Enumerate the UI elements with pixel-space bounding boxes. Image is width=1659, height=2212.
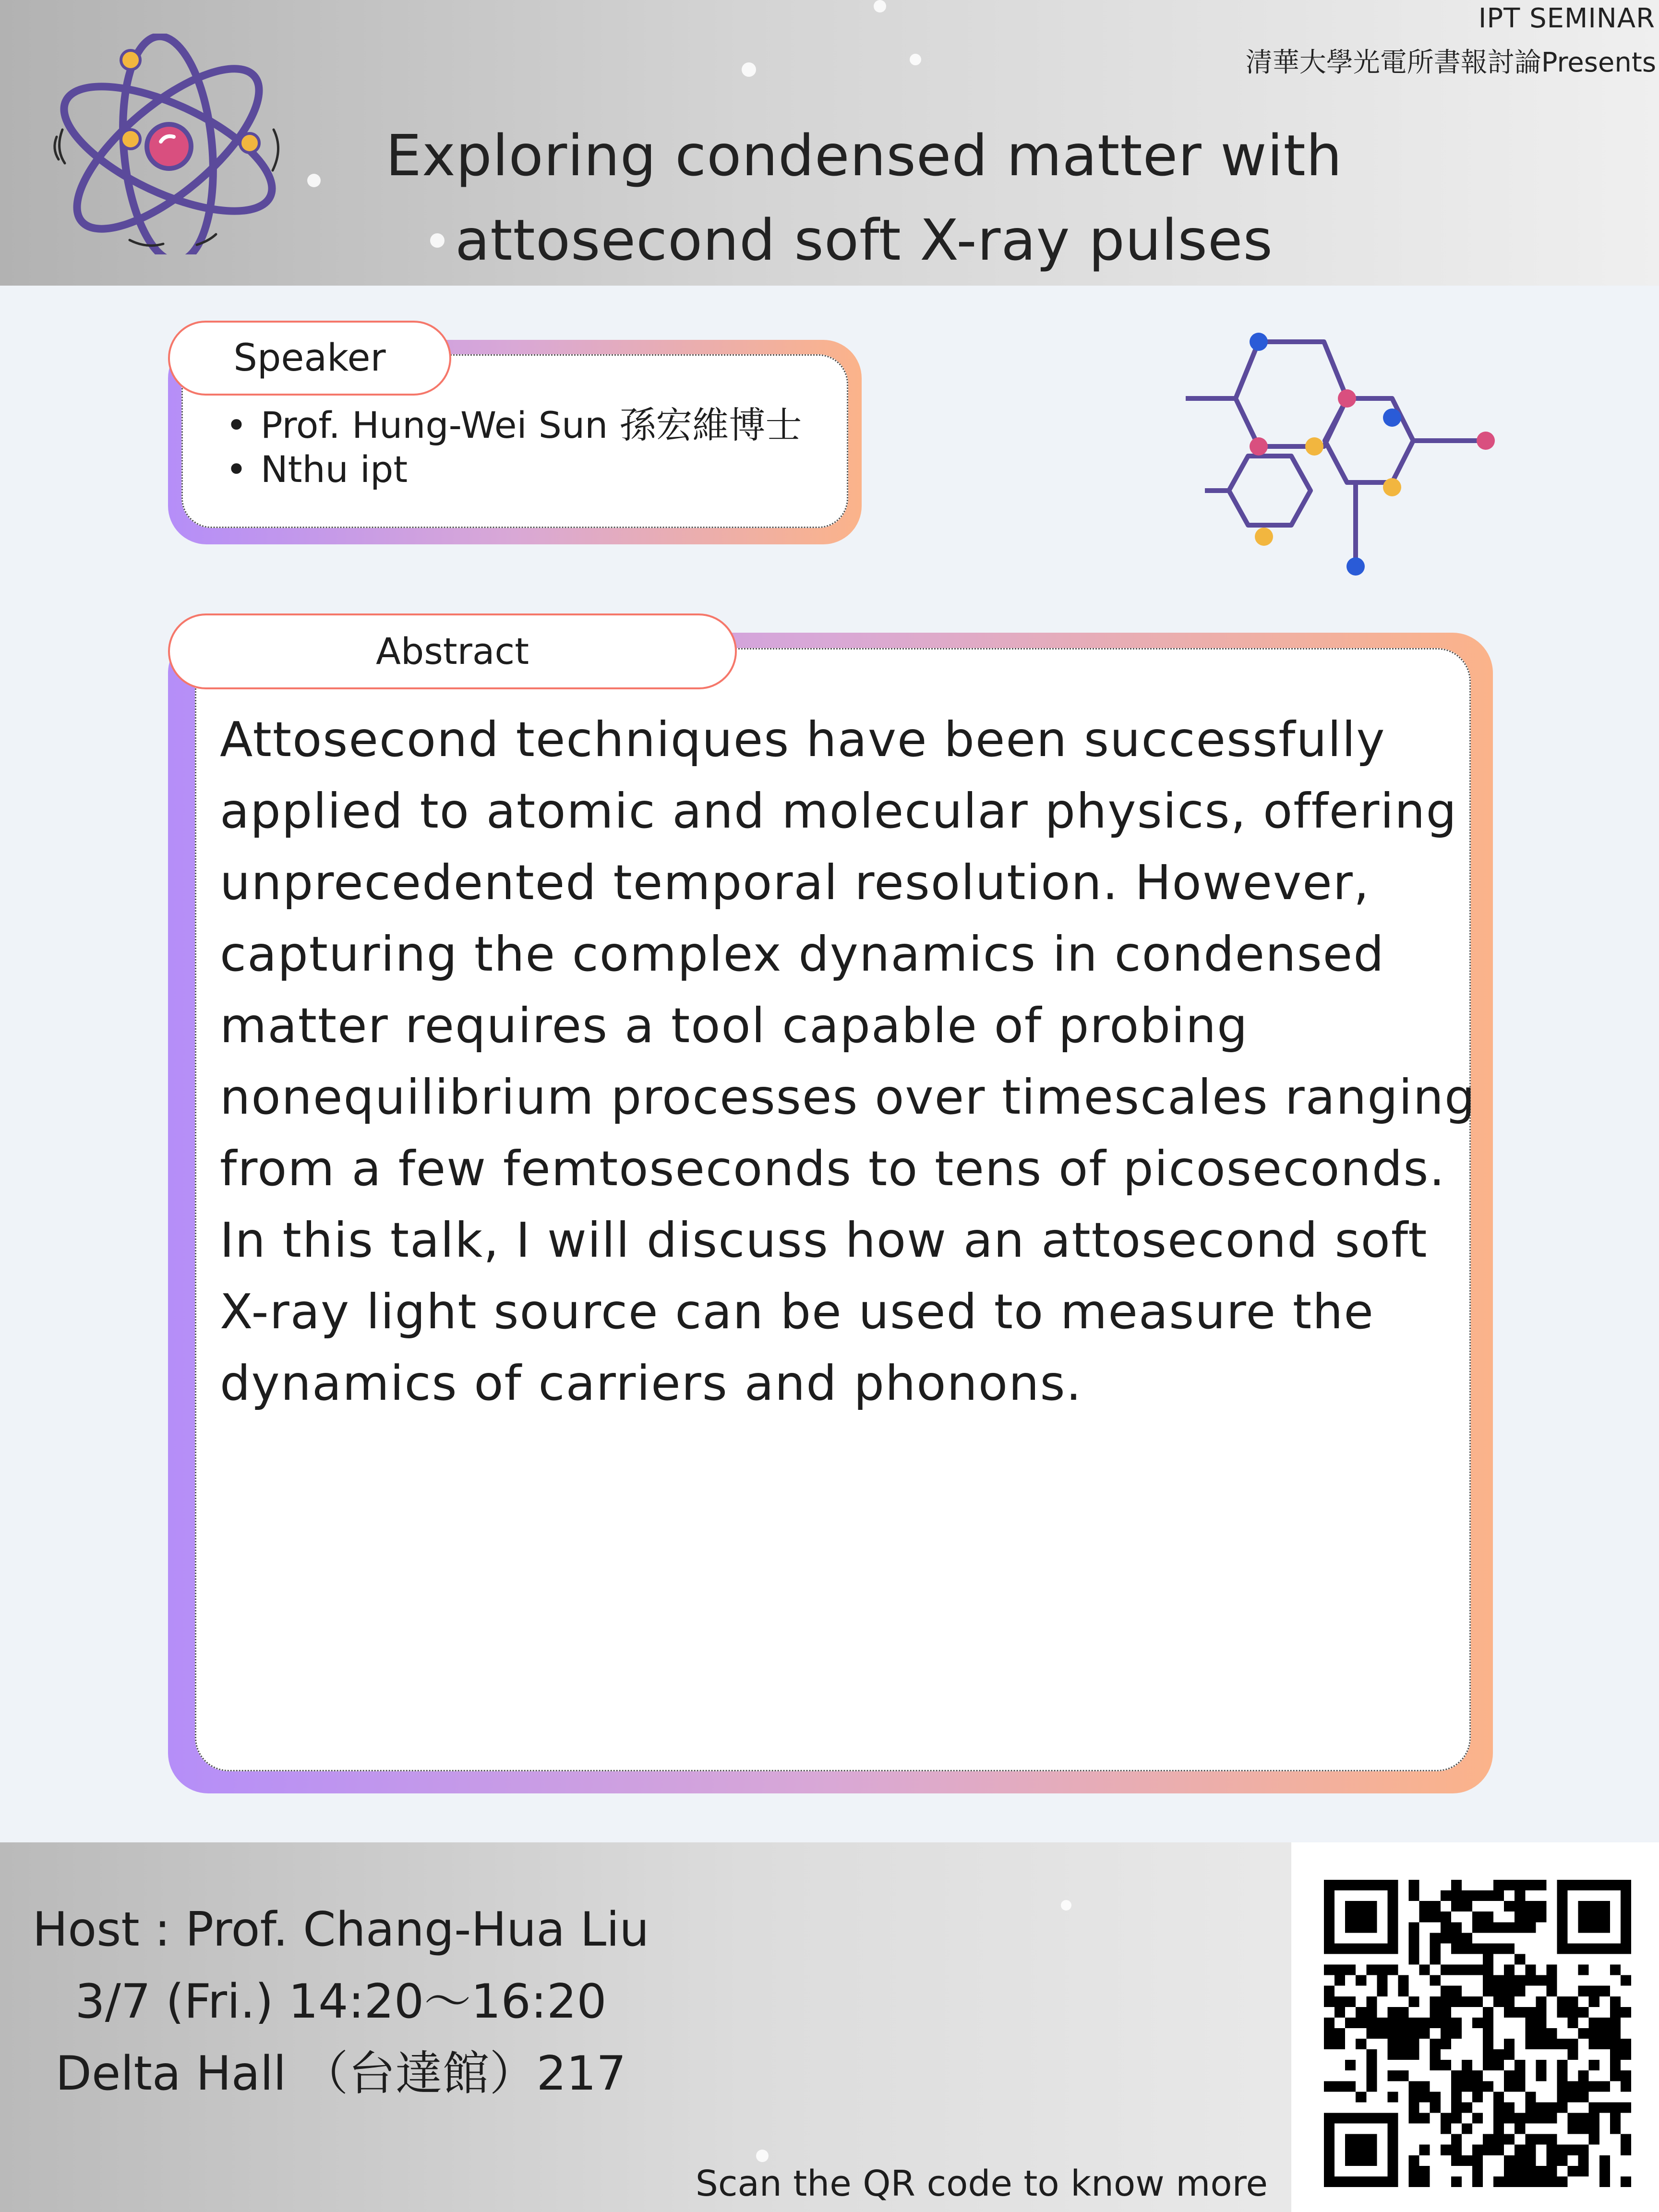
sparkle-decoration: [307, 174, 321, 187]
title-line: attosecond soft X-ray pulses: [455, 207, 1274, 273]
speaker-affiliation: • Nthu ipt: [226, 447, 802, 492]
abstract-line: unprecedented temporal resolution. However,: [220, 854, 1370, 911]
datetime-text: 3/7 (Fri.) 14:20～16:20: [75, 1974, 607, 2029]
venue-text: Delta Hall （台達館）217: [55, 2046, 626, 2101]
abstract-line: nonequilibrium processes over timescales ranging: [220, 1069, 1476, 1125]
abstract-line: from a few femtoseconds to tens of picoseconds.: [220, 1141, 1446, 1197]
sparkle-decoration: [756, 2150, 769, 2162]
sparkle-decoration: [1061, 1900, 1071, 1911]
abstract-line: X-ray light source can be used to measure the: [220, 1284, 1374, 1340]
seminar-label: IPT SEMINAR: [1478, 3, 1655, 34]
page-title: [384, 113, 1344, 282]
qr-code[interactable]: [1324, 1880, 1631, 2187]
qr-panel: [1291, 1842, 1659, 2212]
presents-label: 清華大學光電所書報討論Presents: [1245, 47, 1656, 78]
sparkle-decoration: [910, 54, 921, 65]
abstract-line: applied to atomic and molecular physics, offering: [220, 783, 1457, 839]
sparkle-decoration: [742, 62, 756, 77]
qr-caption: Scan the QR code to know more: [695, 2163, 1268, 2204]
host-text: Host : Prof. Chang-Hua Liu: [32, 1902, 649, 1957]
sparkle-decoration: [874, 0, 886, 12]
abstract-line: dynamics of carriers and phonons.: [220, 1355, 1082, 1411]
abstract-line: matter requires a tool capable of probing: [220, 998, 1249, 1054]
molecule-icon: [1186, 326, 1507, 586]
abstract-line: In this talk, I will discuss how an attosecond soft: [220, 1212, 1428, 1268]
speaker-tab-label: Speaker: [168, 321, 451, 396]
abstract-line: capturing the complex dynamics in condensed: [220, 926, 1385, 982]
abstract-tab-label: Abstract: [168, 613, 737, 689]
atom-icon: [43, 34, 293, 254]
event-info: [29, 1894, 653, 2110]
title-line: Exploring condensed matter with: [385, 122, 1343, 189]
abstract-line: Attosecond techniques have been successfully: [220, 711, 1386, 768]
speaker-list: [226, 403, 802, 492]
header-banner: [0, 0, 1659, 286]
speaker-name: • Prof. Hung-Wei Sun 孫宏維博士: [226, 403, 802, 447]
abstract-text: [220, 704, 1476, 1419]
